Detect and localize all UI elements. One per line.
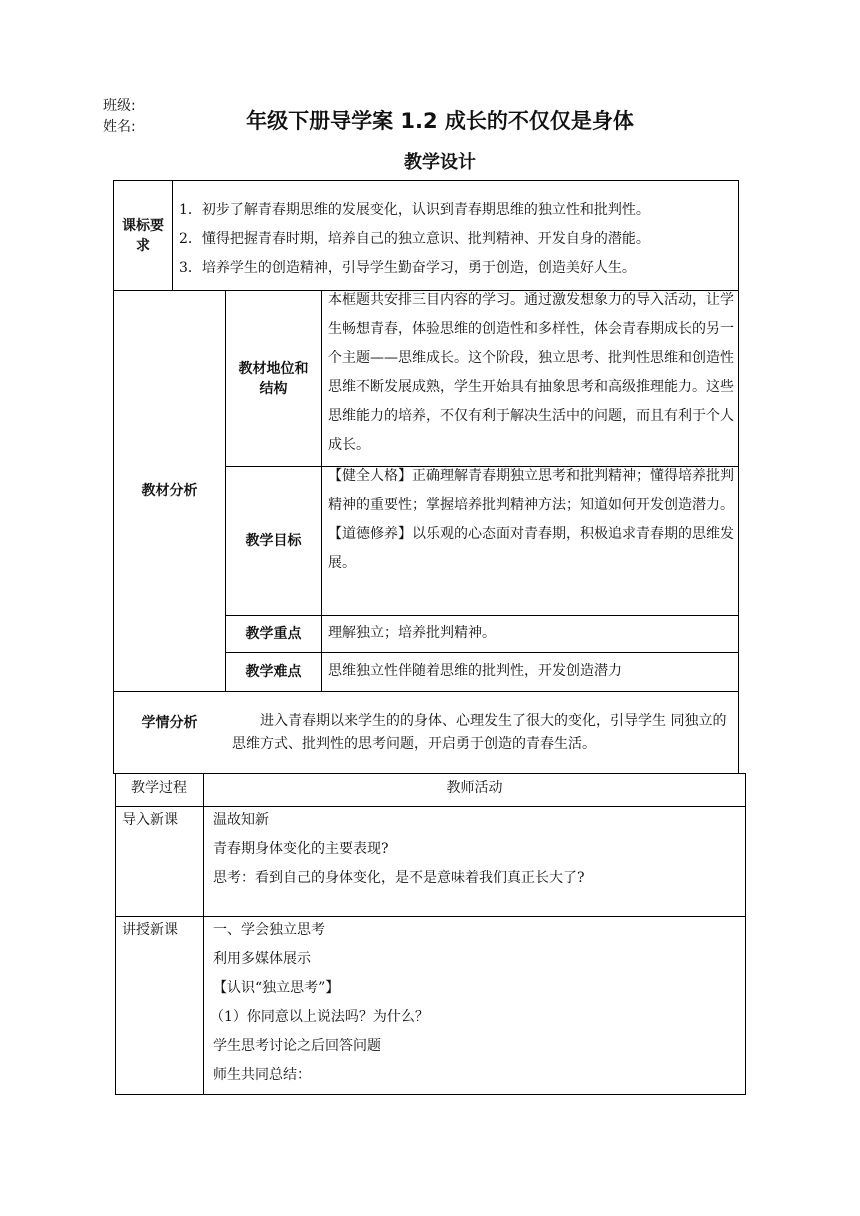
curriculum-items	[179, 196, 735, 283]
difficulty-label: 教学难点	[245, 664, 302, 680]
student-analysis-text: 进入青春期以来学生的的身体、心理发生了很大的变化，引导学生 同独立的思维方式、批判性的思考问题，开启勇于创造的青春生活。	[232, 713, 727, 752]
activity-line: 学生思考讨论之后回答问题	[213, 1038, 381, 1054]
stage-intro: 导入新课	[122, 812, 178, 828]
curriculum-item: 1．初步了解青春期思维的发展变化，认识到青春期思维的独立性和批判性。	[179, 202, 650, 218]
activity-line: 青春期身体变化的主要表现?	[213, 841, 389, 857]
activity-line: 一、学会独立思考	[213, 922, 325, 938]
curriculum-label: 课标要求	[122, 217, 164, 254]
goals-paragraph: 【健全人格】正确理解青春期独立思考和批判精神；懂得培养批判精神的重要性；掌握培养批判精神方法；知道如何开发创造潜力。	[328, 468, 734, 513]
position-text: 本框题共安排三目内容的学习。通过激发想象力的导入活动，让学生畅想青春，体验思维的创造性和多样性，体会青春期成长的另一个主题——思维成长。这个阶段，独立思考、批判性思维和创造性思维不断发展成熟，学生开始具有抽象思考和高级推理能力。这些思维能力的培养，不仅有利于解决生活中的问题，而且有利于个人成长。	[328, 292, 734, 453]
page-subtitle: 教学设计	[404, 152, 476, 173]
difficulty-text: 思维独立性伴随着思维的批判性，开发创造潜力	[328, 663, 622, 679]
activity-line: （1）你同意以上说法吗？为什么？	[210, 1009, 429, 1025]
key-point-label: 教学重点	[245, 626, 302, 642]
page-title: 年级下册导学案 1.2 成长的不仅仅是身体	[246, 109, 634, 133]
process-header: 教学过程	[131, 780, 187, 796]
key-point-text: 理解独立；培养批判精神。	[328, 625, 496, 641]
goals-label: 教学目标	[245, 533, 302, 549]
goals-text	[328, 462, 734, 578]
class-label: 班级:	[103, 98, 136, 114]
activity-line: 师生共同总结：	[213, 1067, 311, 1083]
goals-paragraph: 【道德修养】以乐观的心态面对青春期，积极追求青春期的思维发展。	[328, 526, 734, 571]
activity-line: 利用多媒体展示	[213, 951, 311, 967]
curriculum-item: 3．培养学生的创造精神，引导学生勤奋学习，勇于创造，创造美好人生。	[179, 260, 636, 276]
student-analysis-label: 学情分析	[141, 715, 198, 731]
teacher-activity-header: 教师活动	[446, 780, 503, 796]
position-label: 教材地位和结构	[238, 360, 309, 397]
material-analysis-label: 教材分析	[141, 483, 198, 499]
name-label: 姓名:	[103, 119, 136, 135]
activity-line: 思考：看到自己的身体变化，是不是意味着我们真正长大了?	[213, 870, 585, 886]
stage-new-lesson: 讲授新课	[122, 922, 178, 938]
activity-line: 【认识“独立思考”】	[213, 980, 340, 996]
curriculum-item: 2．懂得把握青春时期，培养自己的独立意识、批判精神、开发自身的潜能。	[179, 231, 650, 247]
activity-line: 温故知新	[213, 812, 269, 828]
